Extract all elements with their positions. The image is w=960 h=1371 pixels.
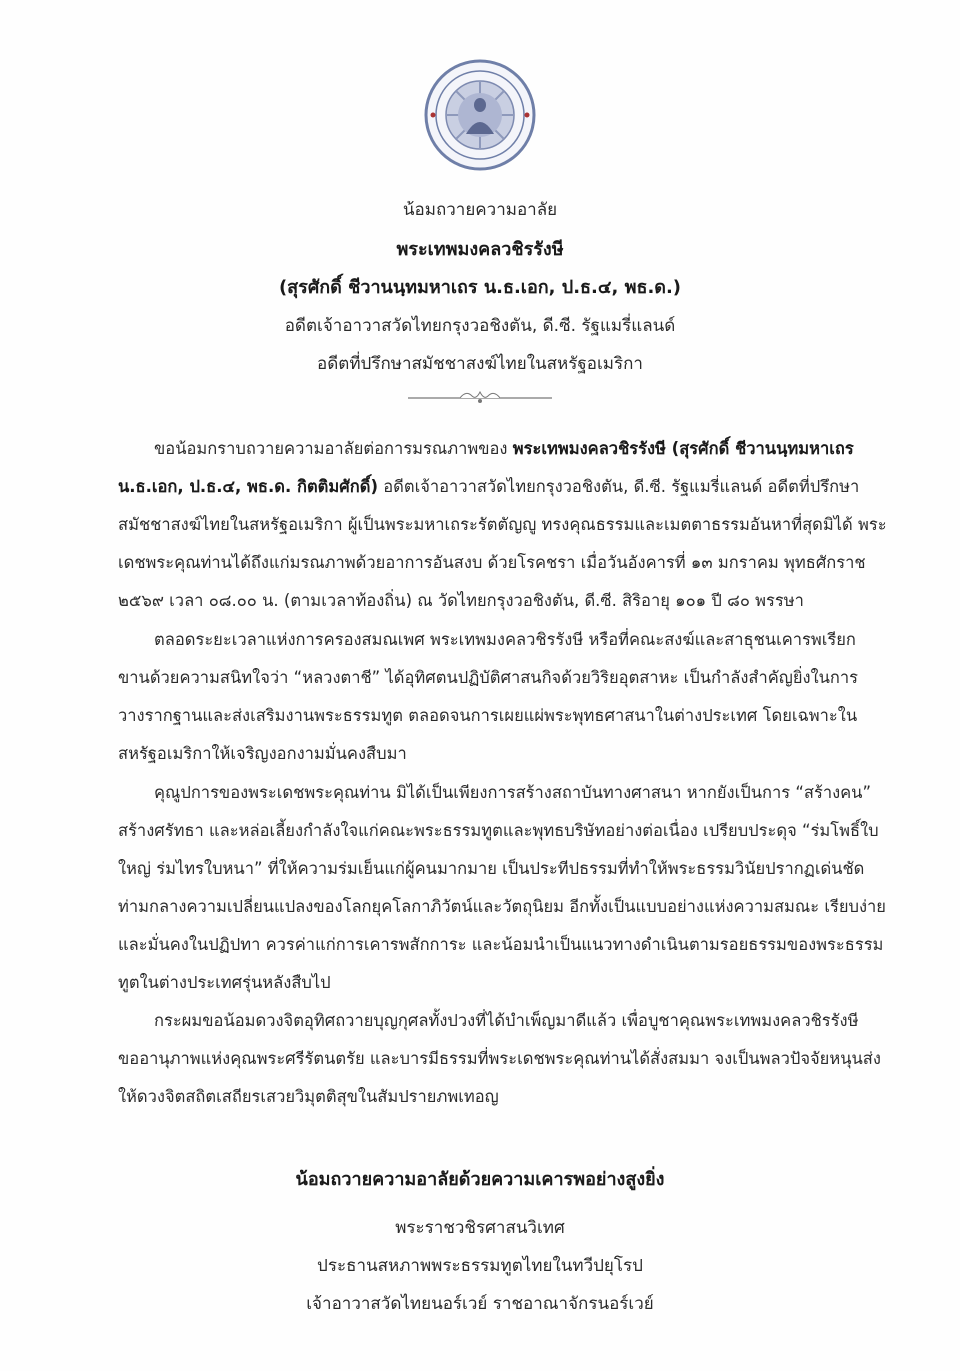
paragraph-2-line-3: วางรากฐานและส่งเสริมงานพระธรรมทูต ตลอดจนการเผยแผ่พระพุทธศาสนาในต่างประเทศ โดยเฉพาะใน: [118, 706, 858, 725]
paragraph-1-line-5: ๒๕๖๙ เวลา ๐๘.๐๐ น. (ตามเวลาท้องถิ่น) ณ วัดไทยกรุงวอชิงตัน, ดี.ซี. สิริอายุ ๑๐๑ ปี ๘๐ พรรษา: [118, 591, 804, 610]
paragraph-4-line-2: ขออานุภาพแห่งคุณพระศรีรัตนตรัย และบารมีธรรมที่พระเดชพระคุณท่านได้สั่งสมมา จงเป็นพลวปัจจัยหนุนส่ง: [118, 1049, 881, 1068]
ornamental-divider-icon: [408, 386, 552, 410]
paragraph-3-line-1: คุณูปการของพระเดชพระคุณท่าน มิได้เป็นเพียงการสร้างสถาบันทางศาสนา หากยังเป็นการ “สร้างคน”: [154, 783, 872, 802]
paragraph-1-line-2: น.ธ.เอก, ป.ธ.๔, พธ.ด. กิตติมศักดิ์) อดีตเจ้าอาวาสวัดไทยกรุงวอชิงตัน, ดี.ซี. รัฐแมรี่แลนด์ อดีตที่ปรึกษา: [118, 477, 860, 496]
paragraph-3-line-6: ทูตในต่างประเทศรุ่นหลังสืบไป: [118, 973, 331, 992]
paragraph-1-line-1: ขอน้อมกราบถวายความอาลัยต่อการมรณภาพของ พระเทพมงคลวชิรรังษี (สุรศักดิ์ ชีวานนฺทมหาเถร: [154, 439, 854, 458]
paragraph-3-line-4: ท่ามกลางความเปลี่ยนแปลงของโลกยุคโลกาภิวัตน์และวัตถุนิยม อีกทั้งเป็นแบบอย่างแห่งความสมณะ เรียบง่าย: [118, 897, 886, 916]
deceased-fullname: (สุรศักดิ์ ชีวานนฺทมหาเถร น.ธ.เอก, ป.ธ.๔, พธ.ด.): [278, 277, 682, 298]
paragraph-4-line-3: ให้ดวงจิตสถิตเสถียรเสวยวิมุตติสุขในสัมปรายภพเทอญ: [118, 1087, 499, 1106]
deceased-title-1: อดีตเจ้าอาวาสวัดไทยกรุงวอชิงตัน, ดี.ซี. รัฐแมรี่แลนด์: [284, 316, 676, 336]
paragraph-2-line-2: ขานด้วยความสนิทใจว่า “หลวงตาชี” ได้อุทิศตนปฏิบัติศาสนกิจด้วยวิริยอุตสาหะ เป็นกำลังสำคัญยิ่งในการ: [118, 668, 859, 687]
organization-seal-icon: [423, 58, 537, 172]
deceased-name: พระเทพมงคลวชิรรังษี: [396, 239, 564, 260]
paragraph-2-line-1: ตลอดระยะเวลาแห่งการครองสมณเพศ พระเทพมงคลวชิรรังษี หรือที่คณะสงฆ์และสาธุชนเคารพเรียก: [154, 630, 856, 649]
signer-name: พระราชวชิรศาสนวิเทศ: [395, 1218, 565, 1238]
paragraph-2-line-4: สหรัฐอเมริกาให้เจริญงอกงามมั่นคงสืบมา: [118, 744, 407, 763]
paragraph-1-line-4: เดชพระคุณท่านได้ถึงแก่มรณภาพด้วยอาการอันสงบ ด้วยโรคชรา เมื่อวันอังคารที่ ๑๓ มกราคม พุทธศักราช: [118, 553, 866, 572]
paragraph-4-line-1: กระผมขอน้อมดวงจิตอุทิศถวายบุญกุศลทั้งปวงที่ได้บำเพ็ญมาดีแล้ว เพื่อบูชาคุณพระเทพมงคลวชิรรังษี: [154, 1011, 859, 1030]
paragraph-3-line-5: และมั่นคงในปฏิปทา ควรค่าแก่การเคารพสักการะ และน้อมนำเป็นแนวทางดำเนินตามรอยธรรมของพระธรรม: [118, 935, 884, 954]
paragraph-3-line-3: ใหญ่ ร่มไทรใบหนา” ที่ให้ความร่มเย็นแก่ผู้คนมากมาย เป็นประทีปธรรมที่ทำให้พระธรรมวินัยปรากฏเด่นชัด: [118, 859, 865, 878]
closing-salutation: น้อมถวายความอาลัยด้วยความเคารพอย่างสูงยิ่ง: [295, 1169, 665, 1190]
signer-position-1: ประธานสหภาพพระธรรมทูตไทยในทวีปยุโรป: [317, 1256, 643, 1276]
paragraph-1-line-3: สมัชชาสงฆ์ไทยในสหรัฐอเมริกา ผู้เป็นพระมหาเถระรัตตัญญู ทรงคุณธรรมและเมตตาธรรมอันหาที่สุดมิได้ พระ: [118, 515, 887, 534]
deceased-title-2: อดีตที่ปรึกษาสมัชชาสงฆ์ไทยในสหรัฐอเมริกา: [317, 354, 643, 374]
paragraph-3-line-2: สร้างศรัทธา และหล่อเลี้ยงกำลังใจแก่คณะพระธรรมทูตและพุทธบริษัทอย่างต่อเนื่อง เปรียบประดุจ “ร่มโพธิ์ใบ: [118, 821, 879, 840]
signer-position-2: เจ้าอาวาสวัดไทยนอร์เวย์ ราชอาณาจักรนอร์เวย์: [306, 1294, 654, 1314]
tribute-heading: น้อมถวายความอาลัย: [402, 200, 558, 220]
